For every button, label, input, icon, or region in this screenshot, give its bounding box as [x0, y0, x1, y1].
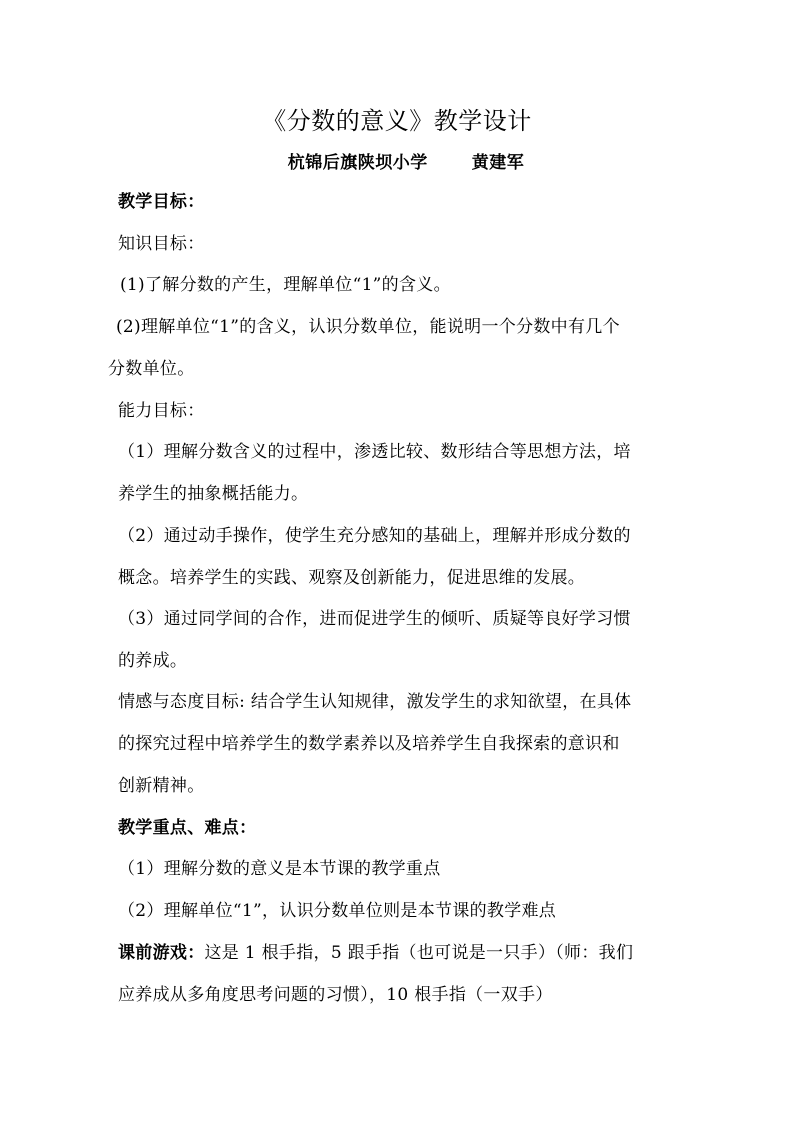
game-label: 课前游戏：	[118, 943, 205, 963]
ability-heading: 能力目标：	[118, 401, 205, 421]
goals-heading: 教学目标：	[118, 192, 205, 212]
game-line-1-text: 这是 1 根手指，5 跟手指（也可说是一只手）（师：我们	[204, 943, 634, 963]
knowledge-heading: 知识目标：	[118, 234, 205, 254]
knowledge-item-2-line1: (2)理解单位“1”的含义，认识分数单位，能说明一个分数中有几个	[116, 317, 620, 337]
author-name: 黄建军	[471, 153, 525, 173]
key-heading: 教学重点、难点：	[118, 818, 257, 838]
knowledge-item-1: (1)了解分数的产生，理解单位“1”的含义。	[120, 275, 451, 295]
ability-item-1-line1: （1）理解分数含义的过程中，渗透比较、数形结合等思想方法，培	[118, 442, 631, 462]
ability-item-2-line2: 概念。培养学生的实践、观察及创新能力，促进思维的发展。	[118, 568, 586, 588]
key-item-2: （2）理解单位“1”，认识分数单位则是本节课的教学难点	[118, 901, 557, 921]
author-line	[0, 148, 794, 173]
ability-item-1-line2: 养学生的抽象概括能力。	[118, 484, 309, 504]
key-item-1: （1）理解分数的意义是本节课的教学重点	[118, 859, 441, 879]
emotion-line-3: 创新精神。	[118, 776, 205, 796]
knowledge-item-2-line2: 分数单位。	[108, 359, 195, 379]
emotion-line-1: 情感与态度目标: 结合学生认知规律，激发学生的求知欲望，在具体	[118, 692, 632, 712]
emotion-line-2: 的探究过程中培养学生的数学素养以及培养学生自我探索的意识和	[118, 734, 620, 754]
game-line-2: 应养成从多角度思考问题的习惯），10 根手指（一双手）	[118, 985, 553, 1005]
document-title: 《分数的意义》教学设计	[262, 107, 532, 135]
game-line-1	[118, 941, 633, 965]
ability-item-3-line1: （3）通过同学间的合作，进而促进学生的倾听、质疑等良好学习惯	[118, 609, 631, 629]
ability-item-3-line2: 的养成。	[118, 651, 188, 671]
author-school: 杭锦后旗陕坝小学	[287, 153, 428, 173]
ability-item-2-line1: （2）通过动手操作，使学生充分感知的基础上，理解并形成分数的	[118, 526, 631, 546]
